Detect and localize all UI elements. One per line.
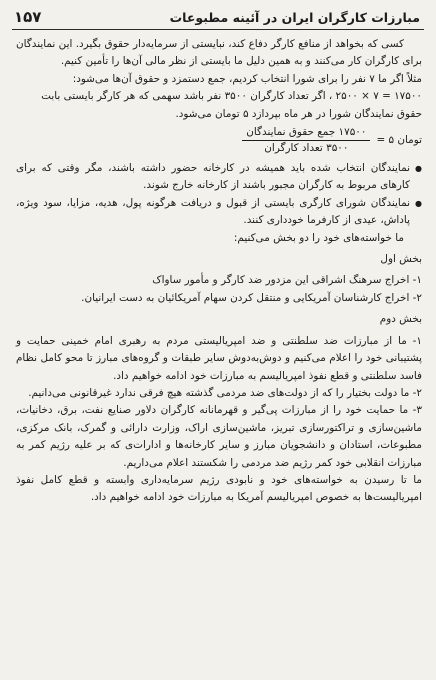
fraction-result: تومان ۵ = [376, 133, 422, 146]
formula-calculation: ۱۷۵۰۰ = ۷ × ۲۵۰۰ ، اگر تعداد کارگران ۳۵۰۰ نفر باشد سهمی که هر کارگر بایستی بابت حقوق نمایندگان شورا در هر ماه بپردازد ۵ تومان می‌شود. [41, 90, 422, 120]
page-body [16, 36, 422, 507]
paragraph-1: کسی که بخواهد از منافع کارگر دفاع کند، نبایستی از سرمایه‌دار حقوق بگیرد. این نمایندگان برای کارگران کار می‌کنند و به همین دلیل ما بایستی از نظر مالی آن‌ها را تأمین کنیم. [16, 38, 422, 68]
page-number: ۱۵۷ [14, 8, 42, 26]
section-1-title: بخش اول [380, 253, 422, 266]
paragraph-2: مثلاً اگر ما ۷ نفر را برای شورا انتخاب کردیم، جمع دستمزد و حقوق آن‌ها می‌شود: [72, 72, 422, 85]
running-head [14, 6, 420, 28]
fraction-numerator: ۱۷۵۰۰ جمع حقوق نمایندگان [242, 125, 370, 141]
bullet-item-1: ● نمایندگان انتخاب شده باید همیشه در کارخانه حضور داشته باشند، مگر وقتی که برای کارهای مربوط به کارگران مجبور باشند از کارخانه خارج شوند. [16, 160, 422, 195]
fraction-formula [16, 125, 422, 156]
fraction-denominator: ۳۵۰۰ تعداد کارگران [264, 142, 349, 155]
demands-intro: ما خواسته‌های خود را دو بخش می‌کنیم: [233, 231, 404, 244]
section-1-item-1: ۱- اخراج سرهنگ اشراقی این مزدور ضد کارگر و مأمور ساواک [152, 274, 422, 287]
section-1-item-2: ۲- اخراج کارشناسان آمریکایی و منتقل کردن سهام آمریکائیان به دست ایرانیان. [81, 291, 422, 304]
closing-paragraph: ما تا رسیدن به خواسته‌های خود و نابودی رژیم سرمایه‌داری وابسته و قطع کامل نفوذ امپریالیست‌ها به خصوص امپریالیسم آمریکا به مبارزات خود ادامه خواهیم داد. [16, 473, 422, 504]
section-2-item-2: ۲- ما دولت بختیار را که از دولت‌های ضد مردمی گذشته هیچ فرقی ندارد غیرقانونی می‌دانیم. [28, 386, 422, 399]
bullet-item-2: ● نمایندگان شورای کارگری بایستی از قبول و دریافت هرگونه پول، هدیه، مزایا، سود ویژه، پاداش، عیدی از کارفرما خودداری کنند. [16, 195, 422, 230]
section-2-item-1: ۱- ما از مبارزات ضد سلطنتی و ضد امپریالیستی مردم به رهبری امام خمینی حمایت و پشتیبانی خود را اعلام می‌کنیم و دوش‌به‌دوش سایر طبقات و گروه‌های مبارز تا محو کامل نظام فاسد سلطنتی و قطع نفوذ امپریالیسم به مبارزات خود ادامه خواهیم داد. [16, 334, 422, 382]
section-2-title: بخش دوم [379, 313, 422, 326]
header-rule [12, 29, 424, 30]
fraction [242, 125, 370, 156]
running-head-title: مبارزات کارگران ایران در آئینه مطبوعات [169, 9, 420, 25]
section-2-item-3: ۳- ما حمایت خود را از مبارزات پی‌گیر و قهرمانانه کارگران دلاور صنایع نفت، برق، دخانیات، ماشین‌سازی و تراکتورسازی تبریز، ماشین‌سازی اراک، وزارت دارائی و گمرک، بانک مرکزی، مطبوعات، استادان و دانشجویان مبارز و سایر کارخانه‌ها و ادارات‌ی که بر علیه رژیم کمر به مبارزات انقلابی خود کمر رژیم ضد مردمی را شکستند اعلام می‌داریم. [16, 404, 422, 469]
